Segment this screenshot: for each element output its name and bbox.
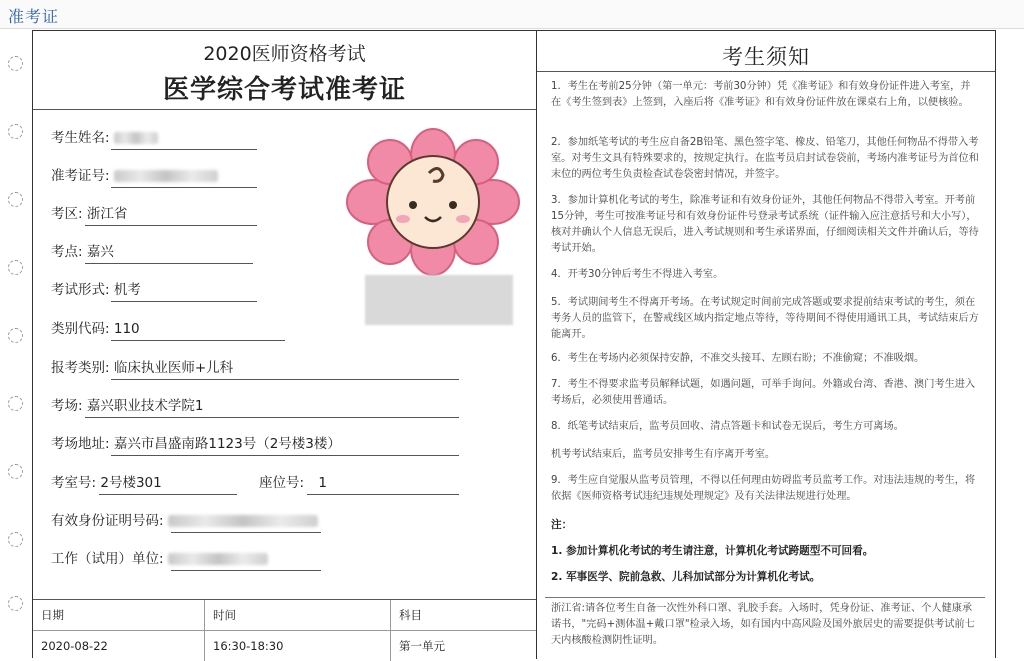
notice-title: 考生须知	[722, 45, 810, 69]
binder-hole-icon	[8, 596, 23, 611]
divider	[545, 597, 985, 598]
region-row	[51, 203, 127, 225]
field-underline	[99, 494, 237, 495]
binder-hole-icon	[8, 260, 23, 275]
field-label: 类别代码:	[51, 321, 110, 337]
field-underline	[111, 340, 285, 341]
notice-item: 机考考试结束后，监考员安排考生有序离开考室。	[551, 449, 776, 460]
binder-hole-icon	[8, 56, 23, 71]
venue-address-row	[51, 433, 341, 455]
ticket-left-panel	[33, 31, 537, 659]
binder-hole-icon	[8, 328, 23, 343]
field-label: 座位号:	[259, 475, 305, 491]
notice-item: 6．考生在考场内必须保持安静，不准交头接耳、左顾右盼；不准偷窥；不准吸烟。	[551, 353, 925, 364]
work-unit-row	[51, 548, 268, 570]
binder-hole-icon	[8, 124, 23, 139]
field-label: 考试形式:	[51, 282, 110, 298]
seat-row	[259, 472, 327, 494]
field-underline	[171, 570, 321, 571]
redacted-photo-area	[365, 275, 513, 325]
bold-note: 1. 参加计算机化考试的考生请注意，计算机化考试跨题型不可回看。	[551, 545, 874, 557]
field-underline	[111, 379, 459, 380]
divider	[537, 71, 995, 72]
bold-note: 2. 军事医学、院前急救、儿科加试部分为计算机化考试。	[551, 571, 821, 583]
field-value: 嘉兴	[86, 244, 114, 260]
binder-hole-icon	[8, 192, 23, 207]
category-code-row	[51, 318, 140, 340]
table-row	[33, 631, 536, 661]
field-value: 110	[113, 321, 140, 337]
binder-hole-icon	[8, 464, 23, 479]
table-cell: 2020-08-22	[33, 631, 205, 661]
flower-mascot-icon	[345, 127, 521, 277]
field-underline	[111, 455, 459, 456]
field-label: 考场:	[51, 398, 83, 414]
redacted-value	[168, 553, 268, 565]
redacted-value	[168, 515, 318, 527]
field-underline	[111, 301, 257, 302]
candidate-photo	[345, 127, 521, 337]
field-label: 考场地址:	[51, 436, 110, 452]
field-label: 报考类别:	[51, 360, 110, 376]
column-header: 日期	[33, 600, 205, 630]
notice-item: 5．考试期间考生不得离开考场。在考试规定时间前完成答题或要求提前结束考试的考生，须在考务人员的监管下，在警戒线区域内指定地点等待，等待期间不得使用通讯工具，考试结束后方能离开。	[551, 297, 979, 340]
field-label: 考点:	[51, 244, 83, 260]
window-title: 准考证	[8, 7, 60, 26]
field-label: 考室号:	[51, 475, 97, 491]
ticket-number-row	[51, 165, 218, 187]
table-header-row	[33, 600, 536, 631]
field-underline	[85, 225, 257, 226]
field-underline	[111, 149, 257, 150]
field-underline	[307, 494, 459, 495]
table-cell: 16:30-18:30	[205, 631, 391, 661]
field-label: 准考证号:	[51, 168, 110, 184]
column-header: 科目	[399, 608, 422, 622]
field-label: 工作（试用）单位:	[51, 551, 164, 567]
venue-row	[51, 395, 203, 417]
binder-margin	[0, 30, 32, 658]
zhejiang-notice: 浙江省:请各位考生自备一次性外科口罩、乳胶手套。入场时，凭身份证、准考证、个人健康承诺书，"完码+测体温+戴口罩"检录入场，如有国内中高风险及国外旅居史的需要提供考试前七天内核酸检测阴性证明。	[551, 603, 975, 646]
notice-item: 9．考生应自觉服从监考员管理，不得以任何理由妨碍监考员监考工作。对违法违规的考生，将依据《医师资格考试违纪违规处理规定》及有关法律法规进行处理。	[551, 475, 976, 502]
candidate-name-row	[51, 127, 158, 149]
field-underline	[111, 187, 257, 188]
column-header: 时间	[205, 600, 391, 630]
exam-type-row	[51, 357, 233, 379]
field-value: 临床执业医师+儿科	[113, 360, 234, 376]
notice-item: 1．考生在考前25分钟（第一单元：考前30分钟）凭《准考证》和有效身份证件进入考室，并在《考生签到表》上签到，入座后将《准考证》和有效身份证件放在课桌右上角，以便核验。	[551, 81, 971, 108]
field-value: 1	[318, 475, 327, 491]
field-value: 浙江省	[86, 206, 128, 222]
redacted-value	[114, 170, 218, 182]
field-label: 有效身份证明号码:	[51, 513, 164, 529]
field-underline	[171, 532, 321, 533]
exam-form-row	[51, 279, 141, 301]
notice-item: 2．参加纸笔考试的考生应自备2B铅笔、黑色签字笔、橡皮、铅笔刀，其他任何物品不得带入考室。对考生文具有特殊要求的，按规定执行。在监考员启封试卷袋前，考场内准考证号为首位和末位的两位考生负责检查试卷袋密封情况，并签字。	[551, 137, 979, 180]
redacted-value	[114, 132, 158, 144]
exam-schedule-table	[33, 599, 536, 660]
notice-item: 4．开考30分钟后考生不得进入考室。	[551, 269, 724, 280]
window-header	[0, 0, 1024, 29]
divider	[33, 109, 536, 110]
ticket-main-title: 医学综合考试准考证	[162, 75, 406, 105]
notice-item: 3．参加计算机化考试的考生，除准考证和有效身份证外，其他任何物品不得带入考室。开考前15分钟，考生可按准考证号和有效身份证件号登录考试系统（证件输入应注意括号和大小写），核对并确认个人信息无误后，进入考试规则和考生承诺界面，仔细阅读相关文件并确认后，等待考试开始。	[551, 195, 979, 254]
site-row	[51, 241, 114, 263]
field-label: 考生姓名:	[51, 130, 110, 146]
table-cell: 第一单元	[399, 639, 445, 653]
exam-year-title: 2020医师资格考试	[203, 43, 366, 65]
field-label: 考区:	[51, 206, 83, 222]
field-underline	[85, 263, 253, 264]
room-row	[51, 472, 162, 494]
field-value: 嘉兴市昌盛南路1123号（2号楼3楼）	[113, 436, 341, 452]
field-underline	[85, 417, 459, 418]
binder-hole-icon	[8, 532, 23, 547]
id-number-row	[51, 510, 318, 532]
note-label: 注：	[551, 519, 573, 531]
notice-item: 7．考生不得要求监考员解释试题，如遇问题，可举手询问。外籍或台湾、香港、澳门考生进入考场后，必须使用普通话。	[551, 379, 976, 406]
binder-hole-icon	[8, 396, 23, 411]
field-value: 机考	[113, 282, 141, 298]
field-value: 嘉兴职业技术学院1	[86, 398, 204, 414]
field-value: 2号楼301	[100, 475, 162, 491]
notice-panel	[537, 31, 995, 659]
notice-item: 8．纸笔考试结束后，监考员回收、清点答题卡和试卷无误后，考生方可离场。	[551, 421, 904, 432]
admission-ticket	[32, 30, 996, 658]
